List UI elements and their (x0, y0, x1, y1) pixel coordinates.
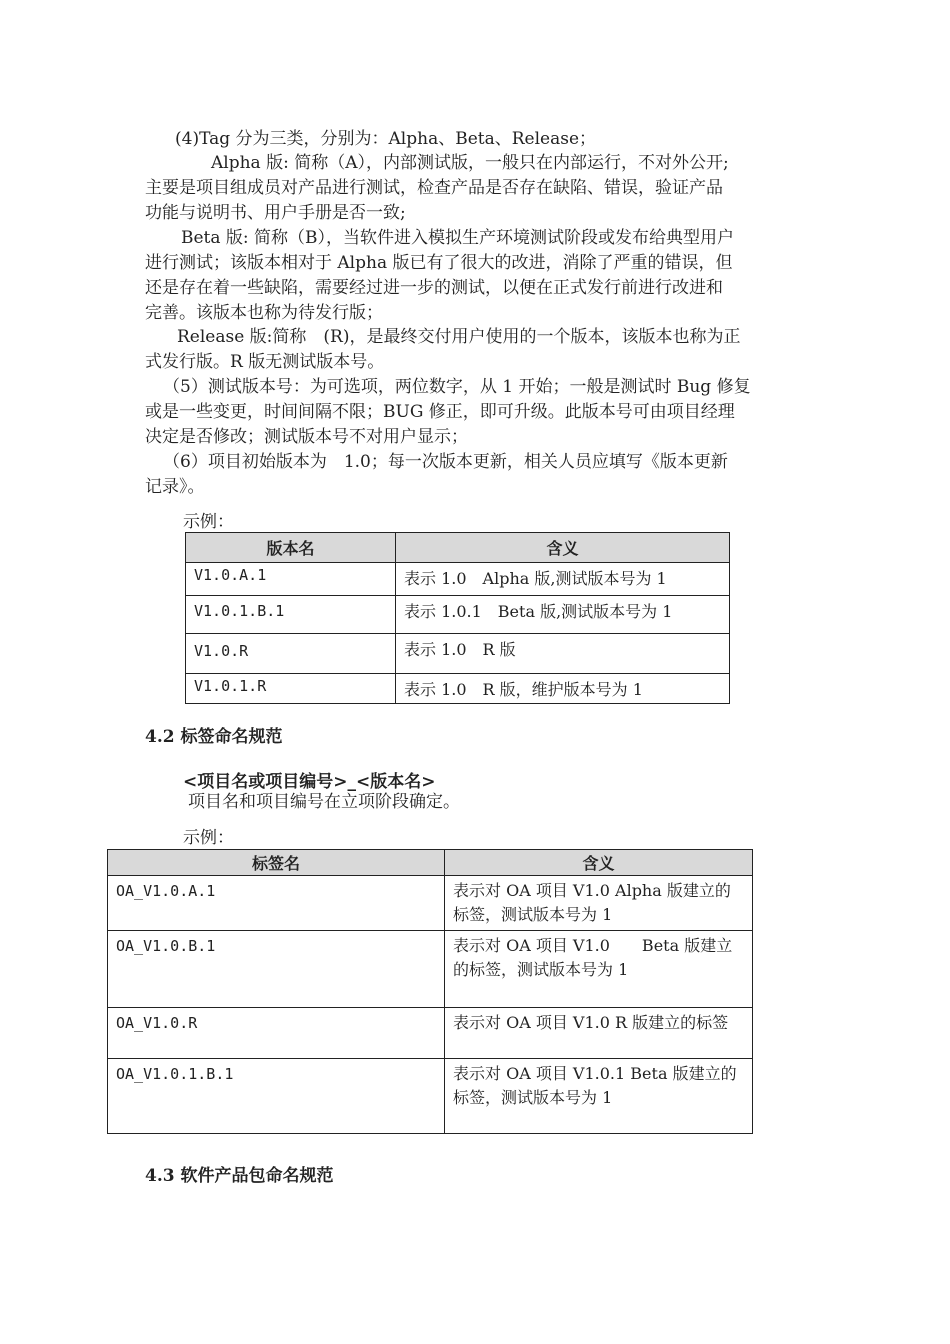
para-beta-line2: 进行测试；该版本相对于 Alpha 版已有了很大的改进，消除了严重的错误，但 (145, 253, 733, 273)
tag-pattern-note: 项目名和项目编号在立项阶段确定。 (188, 792, 460, 812)
header-cell: 版本名 (186, 533, 396, 563)
example-label: 示例： (183, 512, 234, 532)
table-row (186, 596, 730, 634)
table-row (186, 634, 730, 674)
table-row (108, 1059, 753, 1134)
tag-table (107, 849, 753, 1134)
tag-meaning-cell: 表示对 OA 项目 V1.0 Beta 版建立的标签，测试版本号为 1 (445, 931, 753, 1008)
version-meaning-cell: 表示 1.0 Alpha 版,测试版本号为 1 (396, 563, 730, 596)
version-meaning-cell: 表示 1.0 R 版 (396, 634, 730, 674)
para-alpha-line1: Alpha 版: 简称（A），内部测试版，一般只在内部运行，不对外公开; (211, 153, 729, 173)
table-row (108, 1008, 753, 1059)
table-row (186, 563, 730, 596)
section-4-3-title: 4.3 软件产品包命名规范 (145, 1166, 334, 1186)
header-cell: 含义 (445, 850, 753, 876)
tag-name-cell: OA_V1.0.R (108, 1008, 445, 1059)
tag-meaning-cell: 表示对 OA 项目 V1.0.1 Beta 版建立的标签，测试版本号为 1 (445, 1059, 753, 1134)
para-initial-version-line1: （6）项目初始版本为 1.0；每一次版本更新，相关人员应填写《版本更新 (163, 452, 728, 472)
para-release-line2: 式发行版。R 版无测试版本号。 (145, 352, 385, 372)
version-meaning-cell: 表示 1.0.1 Beta 版,测试版本号为 1 (396, 596, 730, 634)
section-4-2-title: 4.2 标签命名规范 (145, 727, 283, 747)
para-alpha-line3: 功能与说明书、用户手册是否一致; (145, 203, 406, 223)
para-initial-version-line2: 记录》。 (145, 477, 205, 497)
para-release-line1: Release 版:简称 (R)，是最终交付用户使用的一个版本，该版本也称为正 (177, 327, 741, 347)
tag-meaning-cell: 表示对 OA 项目 V1.0 Alpha 版建立的标签，测试版本号为 1 (445, 876, 753, 931)
para-beta-line3: 还是存在着一些缺陷，需要经过进一步的测试，以便在正式发行前进行改进和 (145, 278, 723, 298)
para-test-version-line1: （5）测试版本号：为可选项，两位数字，从 1 开始；一般是测试时 Bug 修复 (163, 377, 751, 397)
tag-name-cell: OA_V1.0.A.1 (108, 876, 445, 931)
tag-name-cell: OA_V1.0.1.B.1 (108, 1059, 445, 1134)
version-meaning-cell: 表示 1.0 R 版，维护版本号为 1 (396, 674, 730, 704)
tag-pattern: <项目名或项目编号>_<版本名> (183, 772, 436, 792)
table-row (108, 931, 753, 1008)
para-alpha-line2: 主要是项目组成员对产品进行测试，检查产品是否存在缺陷、错误，验证产品 (145, 178, 723, 198)
tag-name-cell: OA_V1.0.B.1 (108, 931, 445, 1008)
example-label: 示例： (183, 828, 234, 848)
version-name-cell: V1.0.1.R (186, 674, 396, 704)
tag-meaning-cell: 表示对 OA 项目 V1.0 R 版建立的标签 (445, 1008, 753, 1059)
header-cell: 标签名 (108, 850, 445, 876)
para-beta-line1: Beta 版: 简称（B），当软件进入模拟生产环境测试阶段或发布给典型用户 (181, 228, 735, 248)
header-cell: 含义 (396, 533, 730, 563)
table-header-row (186, 533, 730, 563)
para-beta-line4: 完善。该版本也称为待发行版； (145, 303, 383, 323)
para-tag-types: (4)Tag 分为三类，分别为：Alpha、Beta、Release； (175, 129, 596, 149)
version-name-cell: V1.0.A.1 (186, 563, 396, 596)
table-row (186, 674, 730, 704)
table-header-row (108, 850, 753, 876)
table-row (108, 876, 753, 931)
para-test-version-line3: 决定是否修改；测试版本号不对用户显示； (145, 427, 468, 447)
para-test-version-line2: 或是一些变更，时间间隔不限；BUG 修正，即可升级。此版本号可由项目经理 (145, 402, 735, 422)
version-name-cell: V1.0.1.B.1 (186, 596, 396, 634)
version-name-cell: V1.0.R (186, 634, 396, 674)
version-table (185, 532, 730, 704)
